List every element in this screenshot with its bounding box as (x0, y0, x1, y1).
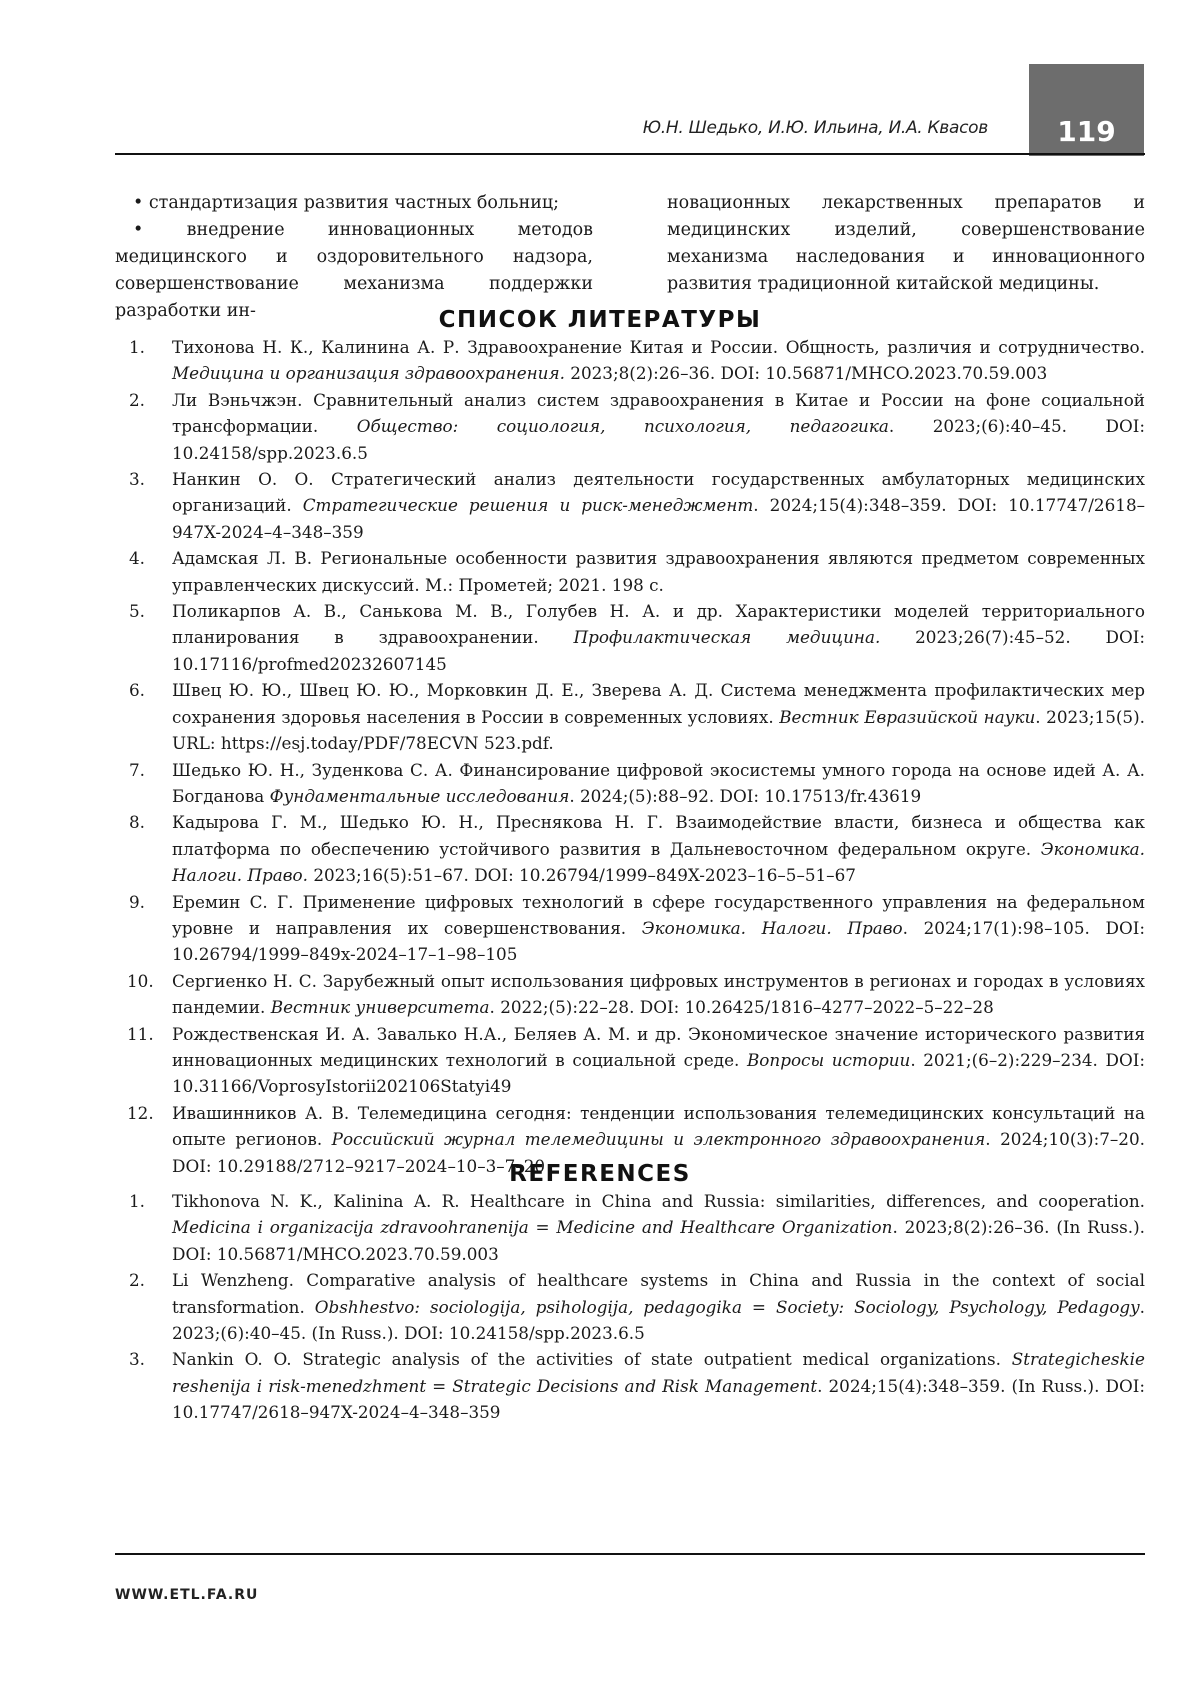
reference-text: Адамская Л. В. Региональные особенности развития здравоохранения являются предметом современных управленческих дискуссий. М.: Прометей; 2021. 198 с. (172, 548, 1145, 595)
page-number: 119 (1029, 64, 1144, 156)
reference-item (115, 1267, 1145, 1346)
reference-text: Кадырова Г. М., Шедько Ю. Н., Преснякова Н. Г. Взаимодействие власти, бизнеса и общества как платформа по обеспечению устойчивого развития в Дальневосточном федеральном округе. (172, 812, 1145, 859)
reference-text: Еремин С. Г. Применение цифровых технологий в сфере государственного управления на федеральном уровне и направления их совершенствования. (172, 891, 1145, 938)
reference-text: Поликарпов А. В., Санькова М. В., Голубев Н. А. и др. Характеристики моделей территориального планирования в здравоохранении. (172, 601, 1145, 648)
bullet-item: • стандартизация развития частных больниц; (133, 193, 560, 213)
reference-journal: Medicina i organizacija zdravoohranenija = Medicine and Healthcare Organization (172, 1217, 893, 1238)
reference-number: 3. (129, 1349, 146, 1370)
reference-number: 2. (129, 1270, 146, 1291)
reference-number: 11. (127, 1023, 154, 1044)
reference-journal: Вестник университета (270, 997, 490, 1018)
reference-item (115, 466, 1145, 545)
reference-text: Ивашинников А. В. Телемедицина сегодня: тенденции использования телемедицинских консультаций на опыте регионов. (172, 1102, 1145, 1150)
reference-number: 3. (129, 469, 146, 490)
reference-text: Тихонова Н. К., Калинина А. Р. Здравоохранение Китая и России. Общность, различия и сотрудничество. (172, 337, 1145, 357)
reference-details: 2023;8(2):26–36. DOI: 10.56871/MHCO.2023.70.59.003 (564, 363, 1048, 384)
reference-text: Нанкин О. О. Стратегический анализ деятельности государственных амбулаторных медицинских организаций. (172, 469, 1145, 516)
reference-details: . 2023;(6):40–45. DOI: 10.24158/spp.2023.6.5 (172, 416, 1146, 463)
reference-item (115, 968, 1145, 1021)
reference-details: . 2023;15(5). URL: https://esj.today/PDF/78ECVN 523.pdf. (172, 706, 1145, 754)
reference-item (115, 889, 1145, 968)
reference-journal: Российский журнал телемедицины и электронного здравоохранения (331, 1129, 986, 1150)
reference-item (115, 809, 1145, 888)
reference-details: . 2023;(6):40–45. (In Russ.). DOI: 10.24158/spp.2023.6.5 (172, 1296, 1145, 1344)
en-reference-list (115, 1188, 1145, 1426)
reference-journal: Медицина и организация здравоохранения. (172, 363, 565, 384)
ru-reference-list (115, 334, 1145, 1179)
reference-number: 12. (127, 1102, 154, 1123)
reference-number: 6. (129, 680, 146, 701)
reference-number: 2. (129, 389, 146, 410)
reference-journal: Вопросы истории (746, 1049, 911, 1070)
reference-item (115, 1346, 1145, 1425)
reference-number: 1. (129, 1191, 146, 1211)
reference-item (115, 545, 1145, 598)
intro-left-column (115, 190, 593, 325)
header-rule (115, 153, 1145, 155)
reference-number: 10. (127, 970, 154, 991)
reference-number: 8. (129, 812, 146, 833)
reference-journal: Стратегические решения и риск-менеджмент (302, 495, 754, 516)
reference-text: Li Wenzheng. Comparative analysis of healthcare systems in China and Russia in the context of social transformation. (172, 1270, 1145, 1317)
reference-item (115, 387, 1145, 466)
intro-right-column (667, 190, 1145, 325)
reference-details: 2023;26(7):45–52. DOI: 10.17116/profmed20232607145 (172, 627, 1146, 674)
footer-url: WWW.ETL.FA.RU (115, 1587, 259, 1603)
reference-text: Шедько Ю. Н., Зуденкова С. А. Финансирование цифровой экосистемы умного города на основе идей А. А. Богданова (172, 759, 1145, 806)
reference-journal: Экономика. Налоги. Право (641, 917, 903, 938)
reference-item (115, 1188, 1145, 1267)
reference-journal: Strategicheskie reshenija i risk-menedzhment = Strategic Decisions and Risk Management (172, 1349, 1145, 1396)
reference-journal: Профилактическая медицина. (573, 627, 881, 648)
reference-details: 2023;16(5):51–67. DOI: 10.26794/1999–849X-2023–16–5–51–67 (307, 865, 856, 886)
reference-item (115, 598, 1145, 677)
reference-journal: Фундаментальные исследования (269, 785, 570, 806)
en-references-title: REFERENCES (509, 1161, 691, 1187)
reference-number: 1. (129, 337, 146, 357)
reference-text: Швец Ю. Ю., Швец Ю. Ю., Морковкин Д. Е., Зверева А. Д. Система менеджмента профилактических мер сохранения здоровья населения в России в современных условиях. (172, 680, 1145, 727)
reference-journal: Экономика. Налоги. Право. (172, 838, 1145, 886)
reference-journal: Вестник Евразийской науки (779, 706, 1036, 727)
ru-references-title: СПИСОК ЛИТЕРАТУРЫ (438, 307, 762, 333)
reference-details: . 2022;(5):22–28. DOI: 10.26425/1816–4277–2022–5–22–28 (489, 997, 994, 1018)
footer-rule (115, 1553, 1145, 1555)
reference-text: Ли Вэньчжэн. Сравнительный анализ систем здравоохранения в Китае и России на фоне социальной трансформации. (172, 389, 1145, 437)
reference-item (115, 1021, 1145, 1100)
reference-journal: Obshhestvo: sociologija, psihologija, pedagogika = Society: Sociology, Psychology, Pedagogy (314, 1296, 1140, 1317)
reference-text: Tikhonova N. K., Kalinina A. R. Healthcare in China and Russia: similarities, differences, and cooperation. (172, 1191, 1145, 1211)
reference-journal: Общество: социология, психология, педагогика (356, 416, 889, 437)
reference-details: . 2021;(6–2):229–234. DOI: 10.31166/VoprosyIstorii202106Statyi49 (172, 1049, 1145, 1097)
intro-text (115, 190, 1145, 325)
reference-details: . 2024;17(1):98–105. DOI: 10.26794/1999–849x-2024–17–1–98–105 (172, 917, 1145, 965)
reference-number: 4. (129, 548, 146, 569)
reference-item (115, 334, 1145, 387)
reference-number: 7. (129, 759, 146, 780)
reference-text: Nankin O. O. Strategic analysis of the activities of state outpatient medical organizations. (172, 1349, 1012, 1370)
reference-details: . 2024;(5):88–92. DOI: 10.17513/fr.43619 (569, 785, 922, 806)
reference-item (115, 757, 1145, 810)
reference-details: . 2023;8(2):26–36. (In Russ.). DOI: 10.56871/MHCO.2023.70.59.003 (172, 1217, 1145, 1264)
reference-number: 9. (129, 891, 146, 912)
reference-item (115, 677, 1145, 756)
reference-text: Рождественская И. А. Завалько Н.А., Беляев А. М. и др. Экономическое значение исторического развития инновационных медицинских технологий в социальной среде. (172, 1023, 1145, 1070)
reference-details: . 2024;15(4):348–359. DOI: 10.17747/2618–947X-2024–4–348–359 (172, 495, 1146, 542)
reference-details: . 2024;15(4):348–359. (In Russ.). DOI: 10.17747/2618–947X-2024–4–348–359 (172, 1375, 1145, 1423)
bullet-item: • внедрение инновационных методов медицинского и оздоровительного надзора, совершенствование механизма поддержки разработки ин- (115, 220, 593, 321)
running-header-authors: Ю.Н. Шедько, И.Ю. Ильина, И.А. Квасов (642, 118, 988, 138)
reference-details: . 2024;10(3):7–20. DOI: 10.29188/2712–9217–2024–10–3–7–20 (172, 1129, 1145, 1176)
reference-number: 5. (129, 601, 146, 622)
paragraph: новационных лекарственных препаратов и медицинских изделий, совершенствование механизма наследования и инновационного развития традиционной китайской медицины. (667, 193, 1145, 294)
reference-text: Сергиенко Н. С. Зарубежный опыт использования цифровых инструментов в регионах и городах в условиях пандемии. (172, 970, 1145, 1018)
